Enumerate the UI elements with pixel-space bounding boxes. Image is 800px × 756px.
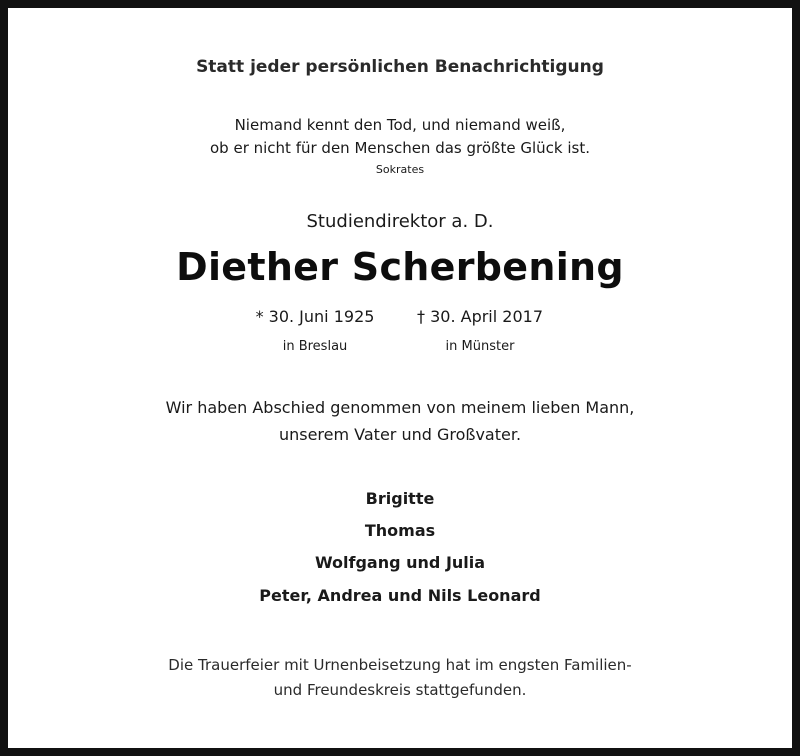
heading: Statt jeder persönlichen Benachrichtigung [196, 57, 604, 77]
quote-line-2: ob er nicht für den Menschen das größte Glück ist. [210, 139, 590, 157]
birth-place: in Breslau [282, 339, 348, 354]
family-member: Peter, Andrea und Nils Leonard [259, 586, 541, 605]
family-member: Wolfgang und Julia [314, 553, 486, 572]
death-place: in Münster [445, 339, 515, 354]
message-line-1: Wir haben Abschied genommen von meinem lieben Mann, [165, 398, 635, 417]
message-line-2: unserem Vater und Großvater. [278, 425, 522, 444]
quote-line-1: Niemand kennt den Tod, und niemand weiß, [234, 116, 566, 134]
family-member: Brigitte [365, 489, 435, 508]
deceased-name: Diether Scherbening [176, 245, 624, 289]
deceased-title: Studiendirektor a. D. [306, 211, 494, 232]
closing-line-2: und Freundeskreis stattgefunden. [273, 681, 527, 699]
closing-line-1: Die Trauerfeier mit Urnenbeisetzung hat im engsten Familien- [168, 656, 632, 674]
birth-date: * 30. Juni 1925 [255, 307, 375, 326]
quote-author: Sokrates [375, 163, 425, 176]
family-member: Thomas [364, 521, 436, 540]
death-date: † 30. April 2017 [417, 307, 543, 326]
